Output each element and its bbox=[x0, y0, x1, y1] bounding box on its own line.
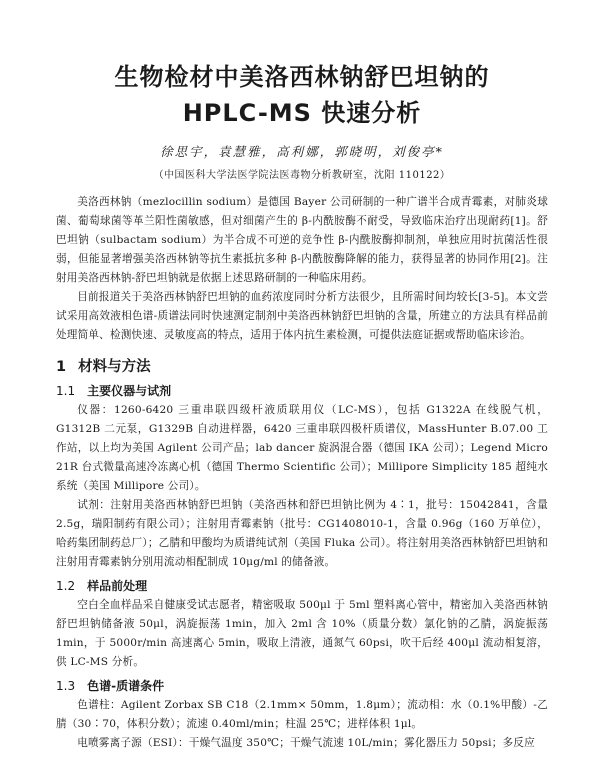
introduction bbox=[56, 193, 548, 345]
subsection-heading-1-1 bbox=[56, 382, 548, 399]
sample-prep-paragraph: 空白全血样品采自健康受试志愿者，精密吸取 500μl 于 5ml 塑料离心管中，精密加入美洛西林钠舒巴坦钠储备液 50μl，涡旋振荡 1min，加入 2ml 含 10%（质量分数）氯化钠的乙腈，涡旋振荡 1min，于 5000r/min 高速离心 5min，吸取上清液，通氮气 60psi，吹干后经 400μl 流动相复溶，供 LC-MS 分析。 bbox=[56, 599, 548, 668]
subsection-heading-1-3 bbox=[56, 677, 548, 694]
subsection-heading-1-2 bbox=[56, 577, 548, 594]
title-block bbox=[56, 60, 548, 181]
section-heading-1 bbox=[56, 355, 548, 376]
intro-paragraph-1: 美洛西林钠（mezlocillin sodium）是德国 Bayer 公司研制的一种广谱半合成青霉素，对肺炎球菌、葡萄球菌等革兰阳性菌敏感，但对细菌产生的 β-内酰胺酶不耐受，导致临床治疗出现耐药[1]。舒巴坦钠（sulbactam sodium）为半合成不可逆的竞争性 β-内酰胺酶抑制剂，单独应用时抗菌活性很弱，但能显著增强美洛西林钠等抗生素抵抗多种 β-内酰胺酶降解的能力，获得显著的协同作用[2]。注射用美洛西林钠-舒巴坦钠就是依据上述思路研制的一种临床用药。 bbox=[56, 196, 548, 284]
paper-title-line-2: HPLC-MS 快速分析 bbox=[182, 99, 422, 127]
section-number: 1 bbox=[56, 359, 67, 375]
affiliation: （中国医科大学法医学院法医毒物分析教研室，沈阳 110122） bbox=[153, 170, 451, 181]
instruments-paragraph: 仪器：1260-6420 三重串联四级杆液质联用仪（LC-MS），包括 G1322A 在线脱气机，G1312B 二元泵，G1329B 自动进样器，6420 三重串联四极杆质谱仪，MassHunter B.07.00 工作站，以上均为美国 Agilent 公司产品；lab dancer 旋涡混合器（德国 IKA 公司）；Legend Micro 21R 台式微量高速冷冻离心机（德国 Thermo Scientific 公司）；Millipore Simplicity 185 超纯水系统（美国 Millipore 公司）。 bbox=[56, 404, 548, 492]
subsection-title: 样品前处理 bbox=[87, 579, 148, 593]
subsection-title: 色谱-质谱条件 bbox=[87, 679, 165, 693]
reagents-paragraph: 试剂：注射用美洛西林钠舒巴坦钠（美洛西林和舒巴坦钠比例为 4∶1，批号：15042841，含量 2.5g，瑞阳制药有限公司）；注射用青霉素钠（批号：CG1408010-1，含量 0.96g（160 万单位），哈药集团制药总厂）；乙腈和甲酸均为质谱纯试剂（美国 Fluka 公司）。将注射用美洛西林钠舒巴坦钠和注射用青霉素钠分别用流动相配制成 10μg/ml 的储备液。 bbox=[56, 499, 548, 568]
subsection-number: 1.1 bbox=[56, 384, 76, 398]
subsection-number: 1.3 bbox=[56, 679, 76, 693]
chromatography-paragraph: 色谱柱：Agilent Zorbax SB C18（2.1mm× 50mm，1.8μm）；流动相：水（0.1%甲酸）-乙腈（30∶70，体积分数）；流速 0.40ml/min；柱温 25℃；进样体积 1μl。 bbox=[56, 699, 548, 730]
subsection-number: 1.2 bbox=[56, 579, 76, 593]
section-title: 材料与方法 bbox=[78, 359, 151, 375]
intro-paragraph-2: 目前报道关于美洛西林钠舒巴坦钠的血药浓度同时分析方法很少，且所需时间均较长[3-5]。本文尝试采用高效液相色谱-质谱法同时快速测定制剂中美洛西林钠舒巴坦钠的含量，所建立的方法具有样品前处理简单、检测快速、灵敏度高的特点，适用于体内抗生素检测，可提供法庭证据或帮助临床诊治。 bbox=[56, 291, 548, 341]
author-list: 徐思宇，袁慧雅，高利娜，郭晓明，刘俊亭* bbox=[160, 144, 444, 159]
subsection-title: 主要仪器与试剂 bbox=[87, 384, 172, 398]
paper-title-line-1: 生物检材中美洛西林钠舒巴坦钠的 bbox=[114, 63, 490, 91]
ms-conditions-paragraph: 电喷雾离子源（ESI）：干燥气温度 350℃；干燥气流速 10L/min；雾化器压力 50psi；多反应 bbox=[77, 737, 535, 749]
